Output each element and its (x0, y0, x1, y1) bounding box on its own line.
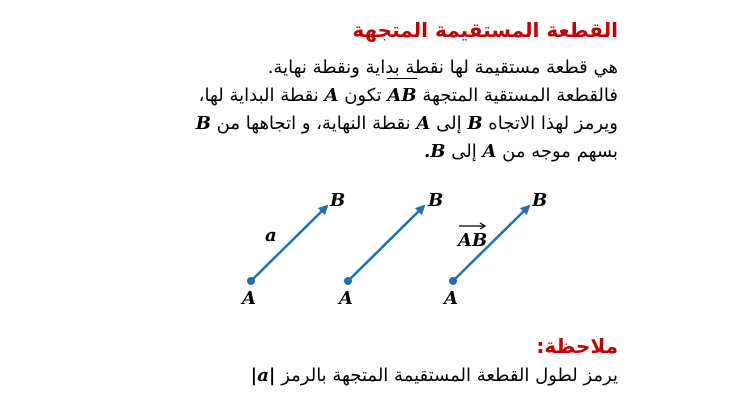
definition-line-1: هي قطعة مستقيمة لها نقطة بداية ونقطة نهاية. (267, 57, 618, 78)
definition-text: نقطة البداية لها، (198, 85, 319, 106)
definition-text: إلى (451, 141, 477, 162)
point-a-label: A (482, 141, 497, 162)
start-point-label: A (339, 288, 353, 309)
arrow-line (348, 206, 424, 281)
start-point-label: A (444, 288, 458, 309)
vector-arrow-2 (337, 190, 443, 309)
point-a-label: A (324, 85, 339, 106)
definition-text: إلى (436, 113, 462, 134)
vector-ab-label: AB (387, 85, 417, 106)
vector-arrow-1 (240, 190, 345, 309)
definition-text: فالقطعة المستقية المتجهة (422, 85, 618, 106)
end-point-label: B (532, 190, 548, 211)
start-point-label: A (242, 288, 256, 309)
definition-text: تكون (344, 85, 382, 106)
definition-text: بسهم موجه من (502, 141, 618, 162)
vector-label: a (265, 225, 277, 246)
note-heading: ملاحظة: (536, 334, 618, 358)
definition-text: ويرمز لهذا الاتجاه (488, 113, 618, 134)
note-text (251, 362, 618, 390)
vector-label: AB (458, 230, 488, 251)
point-b-label: B (195, 113, 211, 134)
note-body: يرمز لطول القطعة المستقيمة المتجهة بالرمز (281, 365, 618, 386)
magnitude-symbol: |a| (250, 365, 276, 386)
start-point-dot (247, 277, 255, 285)
arrow-line (251, 206, 327, 281)
point-b-label: B. (423, 141, 446, 162)
start-point-dot (344, 277, 352, 285)
definition-text: نقطة النهاية، و اتجاهها من (216, 113, 411, 134)
end-point-label: B (428, 190, 444, 211)
start-point-dot (449, 277, 457, 285)
point-a-label: A (416, 113, 431, 134)
point-b-label: B (467, 113, 483, 134)
end-point-label: B (330, 190, 346, 211)
vector-arrow-3 (442, 190, 547, 309)
page-title: القطعة المستقيمة المتجهة (352, 18, 618, 42)
